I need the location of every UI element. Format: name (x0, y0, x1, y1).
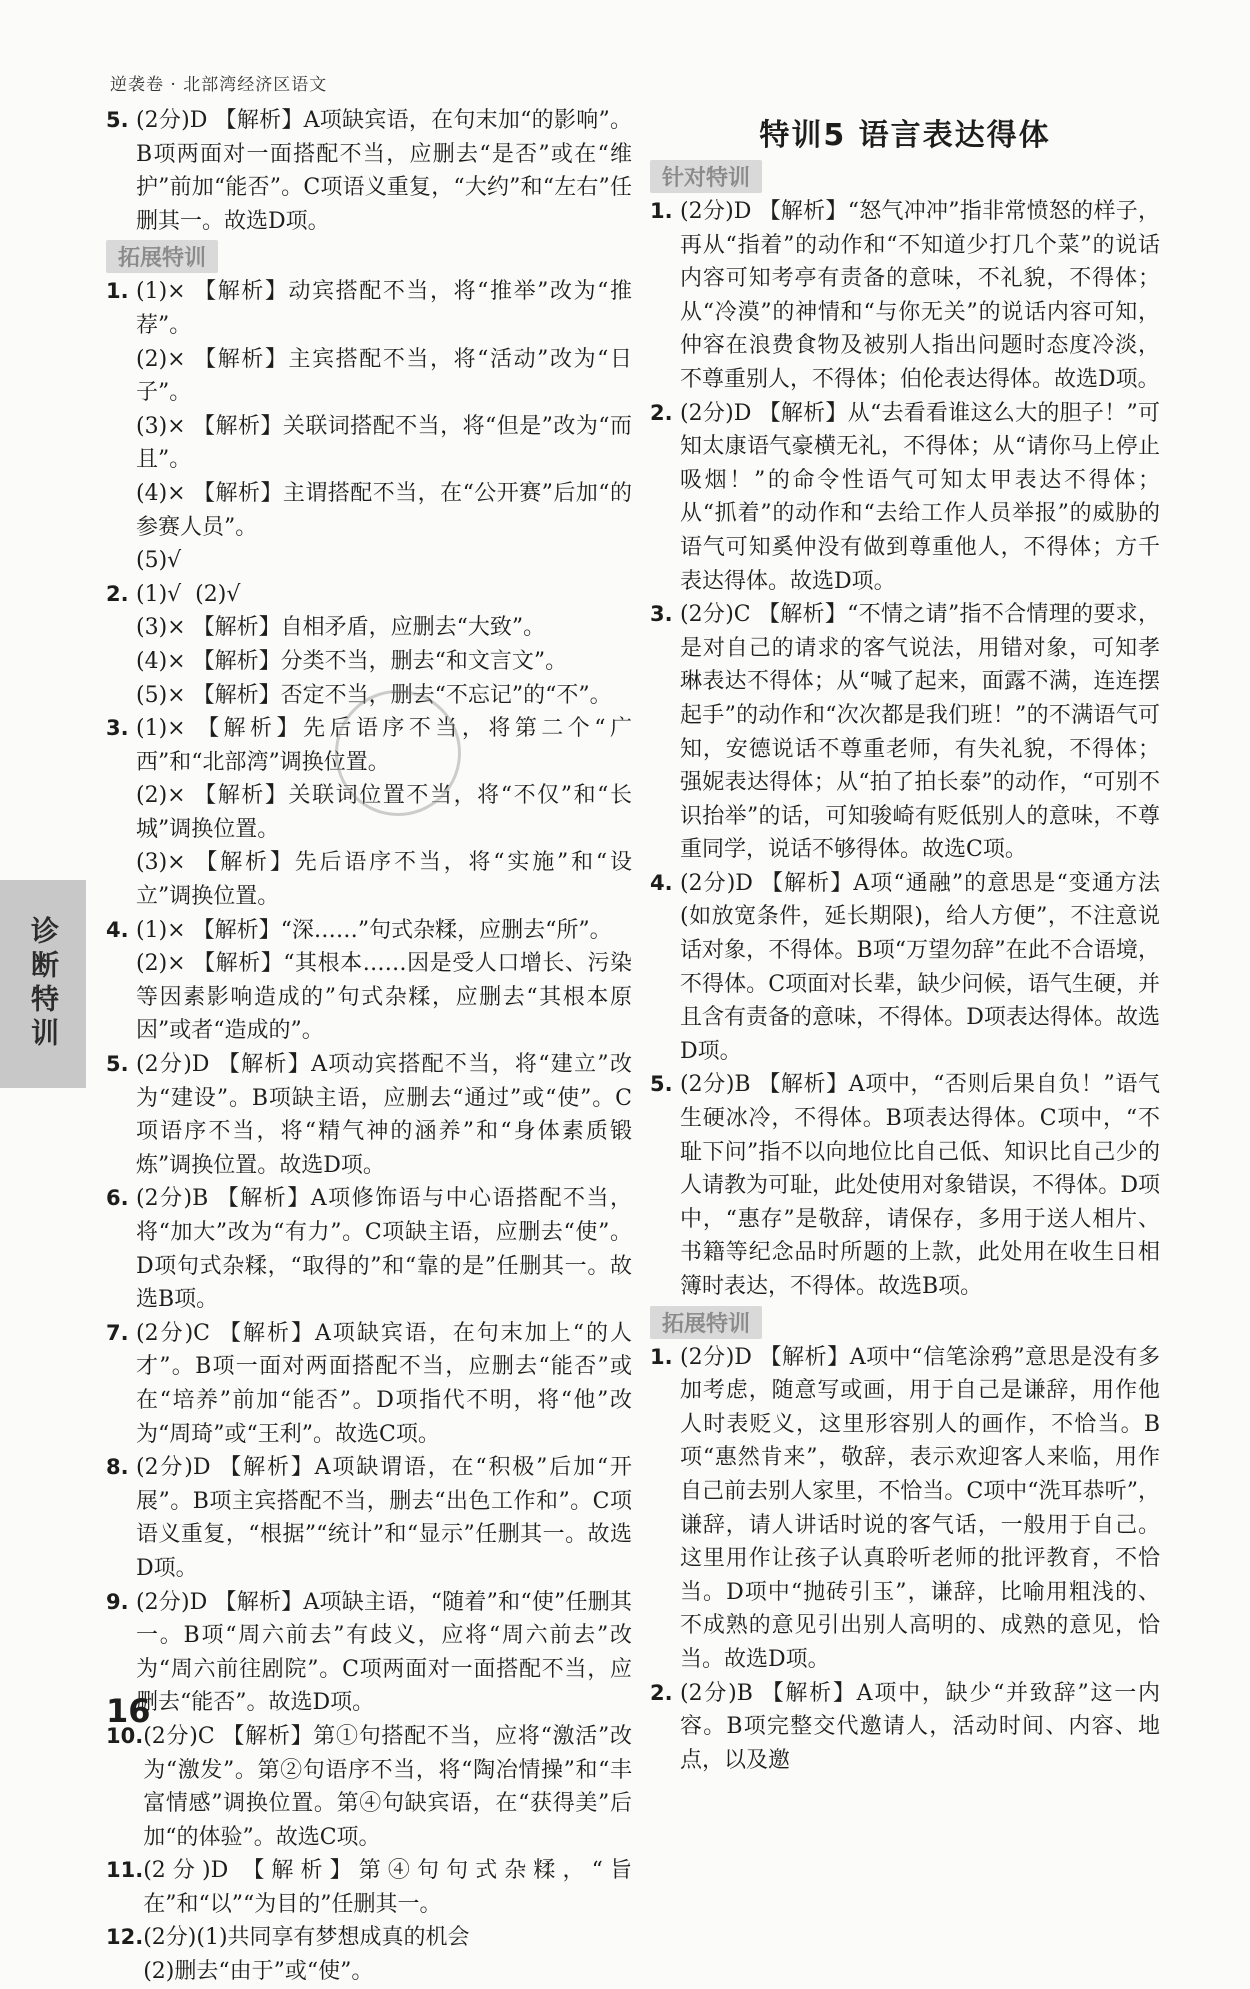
answer-item (106, 1182, 632, 1316)
answer-item (650, 1677, 1160, 1778)
item-number: 3. (106, 716, 129, 741)
item-number: 6. (106, 1186, 129, 1211)
item-text: (2分)D 【解析】A项缺谓语，在“积极”后加“开展”。B项主宾搭配不当，删去“出色工作和”。C项语义重复，“根据”“统计”和“显示”任删其一。故选D项。 (136, 1455, 632, 1581)
answer-item (106, 1317, 632, 1451)
item-number: 12. (106, 1925, 144, 1950)
item-text: (2分)D 【解析】“怒气冲冲”指非常愤怒的样子，再从“指着”的动作和“不知道少打几个菜”的说话内容可知考亭有责备的意味，不礼貌，不得体；从“冷漠”的神情和“与你无关”的说话内容可知，仲容在浪费食物及被别人指出问题时态度冷淡，不尊重别人，不得体；伯伦表达得体。故选D项。 (680, 199, 1160, 392)
item-number: 11. (106, 1858, 144, 1883)
item-number: 5. (106, 1052, 129, 1077)
item-number: 10. (106, 1723, 144, 1748)
item-number: 2. (106, 581, 129, 606)
item-number: 4. (650, 870, 673, 895)
answer-item (106, 1586, 632, 1720)
item-number: 9. (106, 1589, 129, 1614)
item-text: (2分)(1)共同享有梦想成真的机会 (2)删去“由于”或“使”。 (143, 1925, 470, 1985)
answer-item (650, 598, 1160, 867)
page-number: 16 (106, 1692, 151, 1730)
answer-item (106, 914, 632, 1048)
item-number: 3. (650, 602, 673, 627)
item-text: (2分)B 【解析】A项中，缺少“并致辞”这一内容。B项完整交代邀请人，活动时间、内容、地点，以及邀 (680, 1680, 1160, 1773)
item-number: 8. (106, 1455, 129, 1480)
item-text: (2分)B 【解析】A项修饰语与中心语搭配不当，将“加大”改为“有力”。C项缺主语，应删去“使”。D项句式杂糅，“取得的”和“靠的是”任删其一。故选B项。 (136, 1186, 632, 1313)
item-number: 4. (106, 917, 129, 942)
answer-item (106, 1048, 632, 1182)
answer-item (106, 578, 632, 712)
answer-item (106, 1720, 632, 1854)
item-number: 2. (650, 1680, 673, 1705)
item-number: 2. (650, 400, 673, 425)
left-column (106, 104, 632, 1989)
answer-item (650, 195, 1160, 397)
answer-item (650, 397, 1160, 599)
item-number: 1. (650, 1344, 673, 1369)
right-column (650, 104, 1160, 1777)
answer-item (650, 867, 1160, 1069)
section-title: 特训5 语言表达得体 (759, 118, 1051, 153)
item-text: (2分)D 【解析】A项中“信笔涂鸦”意思是没有多加考虑，随意写或画，用于自己是谦辞，用作他人时表贬义，这里形容别人的画作，不恰当。B项“惠然肯来”，敬辞，表示欢迎客人来临，用作自己前去别人家里，不恰当。C项中“洗耳恭听”，谦辞，请人讲话时说的客气话，一般用于自己。这里用作让孩子认真聆听老师的批评教育，不恰当。D项中“抛砖引玉”，谦辞，比喻用粗浅的、不成熟的意见引出别人高明的、成熟的意见，恰当。故选D项。 (680, 1344, 1160, 1672)
answer-item (106, 104, 632, 238)
item-text: (2分)D 【解析】从“去看看谁这么大的胆子！”可知太康语气豪横无礼，不得体；从“请你马上停止吸烟！”的命令性语气可知太甲表达不得体；从“抓着”的动作和“去给工作人员举报”的威胁的语气可知奚仲没有做到尊重他人，不得体；方千表达得体。故选D项。 (680, 400, 1160, 594)
item-text: (1)× 【解析】动宾搭配不当，将“推举”改为“推荐”。 (2)× 【解析】主宾搭配不当，将“活动”改为“日子”。 (3)× 【解析】关联词搭配不当，将“但是”改为“而且”。 (4)× 【解析】主谓搭配不当，在“公开赛”后加“的参赛人员”。 (5)√ (136, 279, 632, 574)
item-text: (2分)D 【解析】A项动宾搭配不当，将“建立”改为“建设”。B项缺主语，应删去“通过”或“使”。C项语序不当，将“精气神的涵养”和“身体素质锻炼”调换位置。故选D项。 (136, 1052, 632, 1178)
item-number: 1. (650, 199, 673, 223)
watermark-stamp (335, 690, 461, 816)
item-text: (2分)D 【解析】A项缺宾语，在句末加“的影响”。B项两面对一面搭配不当，应删去“是否”或在“维护”前加“能否”。C项语义重复，“大约”和“左右”任删其一。故选D项。 (136, 108, 632, 234)
answer-item (106, 1921, 632, 1988)
item-text: (2分)C 【解析】第①句搭配不当，应将“激活”改为“激发”。第②句语序不当，将“陶冶情操”和“丰富情感”调换位置。第④句缺宾语，在“获得美”后加“的体验”。故选C项。 (143, 1723, 632, 1850)
answer-item (650, 1341, 1160, 1677)
item-text: (2分)C 【解析】A项缺宾语，在句末加上“的人才”。B项一面对两面搭配不当，应删去“能否”或在“培养”前加“能否”。D项指代不明，将“他”改为“周琦”或“王利”。故选C项。 (136, 1320, 632, 1447)
side-tab-label: 诊断特训 (0, 880, 86, 1088)
item-text: (1)√ (2)√ (3)× 【解析】自相矛盾，应删去“大致”。 (4)× 【解析】分类不当，删去“和文言文”。 (5)× 【解析】否定不当，删去“不忘记”的“不”。 (136, 581, 612, 708)
item-text: (2分)B 【解析】A项中，“否则后果自负！”语气生硬冰冷，不得体。B项表达得体。C项中，“不耻下问”指不以向地位比自己低、知识比自己少的人请教为可耻，此处使用对象错误，不得体。D项中，“惠存”是敬辞，请保存，多用于送人相片、书籍等纪念品时所题的上款，此处用在收生日相簿时表达，不得体。故选B项。 (680, 1072, 1160, 1299)
item-number: 1. (106, 279, 129, 304)
item-text: (2分)D 【解析】第④句句式杂糅，“旨在”和“以”“为目的”任删其一。 (143, 1858, 632, 1917)
item-text: (2分)D 【解析】A项“通融”的意思是“变通方法(如放宽条件，延长期限)，给人方便”，不注意说话对象，不得体。B项“万望勿辞”在此不合语境，不得体。C项面对长辈，缺少问候，语气生硬，并且含有责备的意味，不得体。D项表达得体。故选D项。 (680, 870, 1160, 1064)
section-label-zhendui: 针对特训 (650, 160, 762, 193)
running-header: 逆袭卷 · 北部湾经济区语文 (110, 75, 328, 95)
section-label-tuozhan: 拓展特训 (106, 240, 218, 273)
section-label-tuozhan-right: 拓展特训 (650, 1306, 762, 1339)
item-text: (2分)C 【解析】“不情之请”指不合情理的要求，是对自己的请求的客气说法，用错对象，可知孝琳表达不得体；从“喊了起来，面露不满，连连摆起手”的动作和“次次都是我们班！”的不满语气可知，安德说话不尊重老师，有失礼貌，不得体；强妮表达得体；从“拍了拍长泰”的动作，“可别不识抬举”的话，可知骏崎有贬低别人的意味，不尊重同学，说话不够得体。故选C项。 (680, 602, 1160, 863)
answer-item (106, 275, 632, 577)
item-number: 5. (106, 108, 129, 132)
answer-item (106, 1854, 632, 1921)
item-text: (1)× 【解析】“深……”句式杂糅，应删去“所”。 (2)× 【解析】“其根本……因是受人口增长、污染等因素影响造成的”句式杂糅，应删去“其根本原因”或者“造成的”。 (136, 917, 632, 1044)
item-text: (1)× 【解析】先后语序不当，将第二个“广西”和“北部湾”调换位置。 (2)× 【解析】关联词位置不当，将“不仅”和“长城”调换位置。 (3)× 【解析】先后语序不当，将“实施”和“设立”调换位置。 (136, 716, 632, 910)
item-text: (2分)D 【解析】A项缺主语，“随着”和“使”任删其一。B项“周六前去”有歧义，应将“周六前去”改为“周六前往剧院”。C项两面对一面搭配不当，应删去“能否”。故选D项。 (136, 1589, 632, 1716)
answer-item (650, 1068, 1160, 1303)
item-number: 5. (650, 1072, 673, 1097)
answer-item (106, 1451, 632, 1585)
item-number: 7. (106, 1320, 129, 1345)
